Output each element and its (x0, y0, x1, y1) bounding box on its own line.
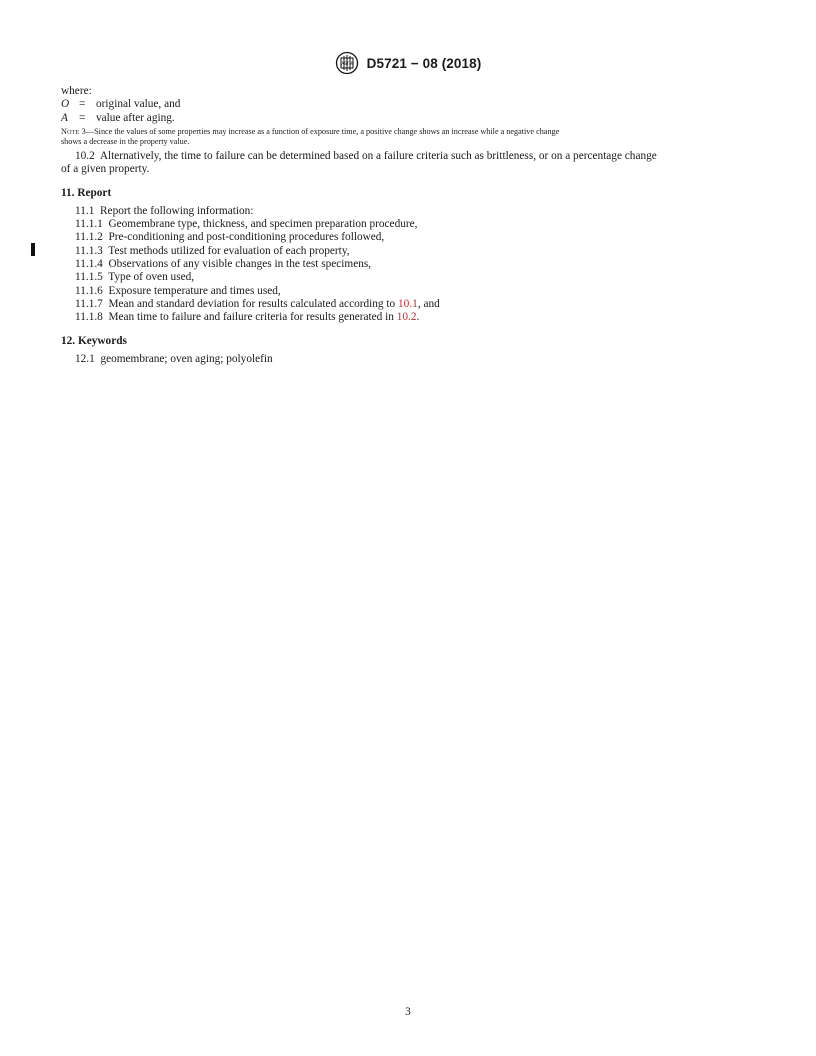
item-number: 11.1.6 (75, 284, 103, 297)
legend-term (61, 112, 757, 125)
item-text: Geomembrane type, thickness, and specimen preparation procedure, (108, 218, 418, 231)
item-text: Mean time to failure and failure criteria for results generated in (108, 311, 394, 324)
reference-link-10-2[interactable]: 10.2 (396, 311, 417, 324)
paragraph-number: 10.2 (75, 149, 95, 162)
document-designation: D5721 − 08 (2018) (366, 55, 482, 71)
report-item (61, 298, 757, 311)
legend-equals: = (79, 111, 86, 124)
item-number: 11.1.3 (75, 244, 103, 257)
item-text: Test methods utilized for evaluation of each property, (108, 244, 350, 257)
note-label: Note 3 (61, 126, 86, 136)
item-text: Exposure temperature and times used, (108, 284, 281, 297)
report-item (61, 245, 757, 258)
item-suffix: . (416, 311, 420, 324)
keywords-text: geomembrane; oven aging; polyolefin (100, 352, 273, 365)
item-text: Observations of any visible changes in the test specimens, (108, 257, 372, 270)
legend-symbol: O (61, 98, 70, 111)
report-item (61, 258, 757, 271)
legend-description: value after aging. (96, 111, 175, 124)
reference-link-10-1[interactable]: 10.1 (398, 297, 418, 310)
paragraph-text: Alternatively, the time to failure can be determined based on a failure criteria such as brittleness, or on a percentage change (99, 149, 657, 162)
legend-term (61, 98, 757, 111)
item-number: 11.1 (75, 204, 95, 217)
item-text: Report the following information: (100, 204, 254, 217)
report-item (61, 311, 757, 324)
item-number: 11.1.1 (75, 218, 103, 231)
logo-text: ASTM (341, 61, 353, 66)
legend-description: original value, and (96, 98, 181, 111)
legend-symbol: A (61, 111, 68, 124)
legend-equals: = (79, 98, 86, 111)
revision-change-bar (31, 243, 35, 256)
item-text: Mean and standard deviation for results calculated according to (108, 297, 396, 310)
item-number: 11.1.5 (75, 271, 103, 284)
keywords-item (61, 353, 757, 366)
item-suffix: , and (417, 297, 440, 310)
item-number: 11.1.8 (75, 311, 103, 324)
item-number: 12.1 (75, 352, 95, 365)
item-text: Type of oven used, (108, 271, 195, 284)
item-text: Pre-conditioning and post-conditioning procedures followed, (108, 231, 385, 244)
item-number: 11.1.7 (75, 297, 103, 310)
item-number: 11.1.4 (75, 257, 103, 270)
page-number: 3 (405, 1006, 411, 1018)
report-item (61, 231, 757, 244)
note-3 (61, 127, 757, 147)
report-item (61, 285, 757, 298)
astm-logo-icon (335, 51, 359, 75)
report-item (61, 271, 757, 284)
page-header (0, 51, 816, 75)
item-number: 11.1.2 (75, 231, 103, 244)
report-intro (61, 205, 757, 218)
where-label: where: (61, 85, 92, 97)
paragraph-text-continued: of a given property. (61, 163, 150, 176)
section-11-heading: 11. Report (61, 187, 112, 200)
paragraph-10-2 (61, 150, 757, 177)
note-text: —Since the values of some properties may increase as a function of exposure time, a positive change shows an increase while a negative change (85, 126, 560, 136)
note-text-continued: shows a decrease in the property value. (61, 136, 190, 146)
report-item (61, 218, 757, 231)
document-body (61, 85, 757, 366)
section-12-heading: 12. Keywords (61, 335, 127, 348)
